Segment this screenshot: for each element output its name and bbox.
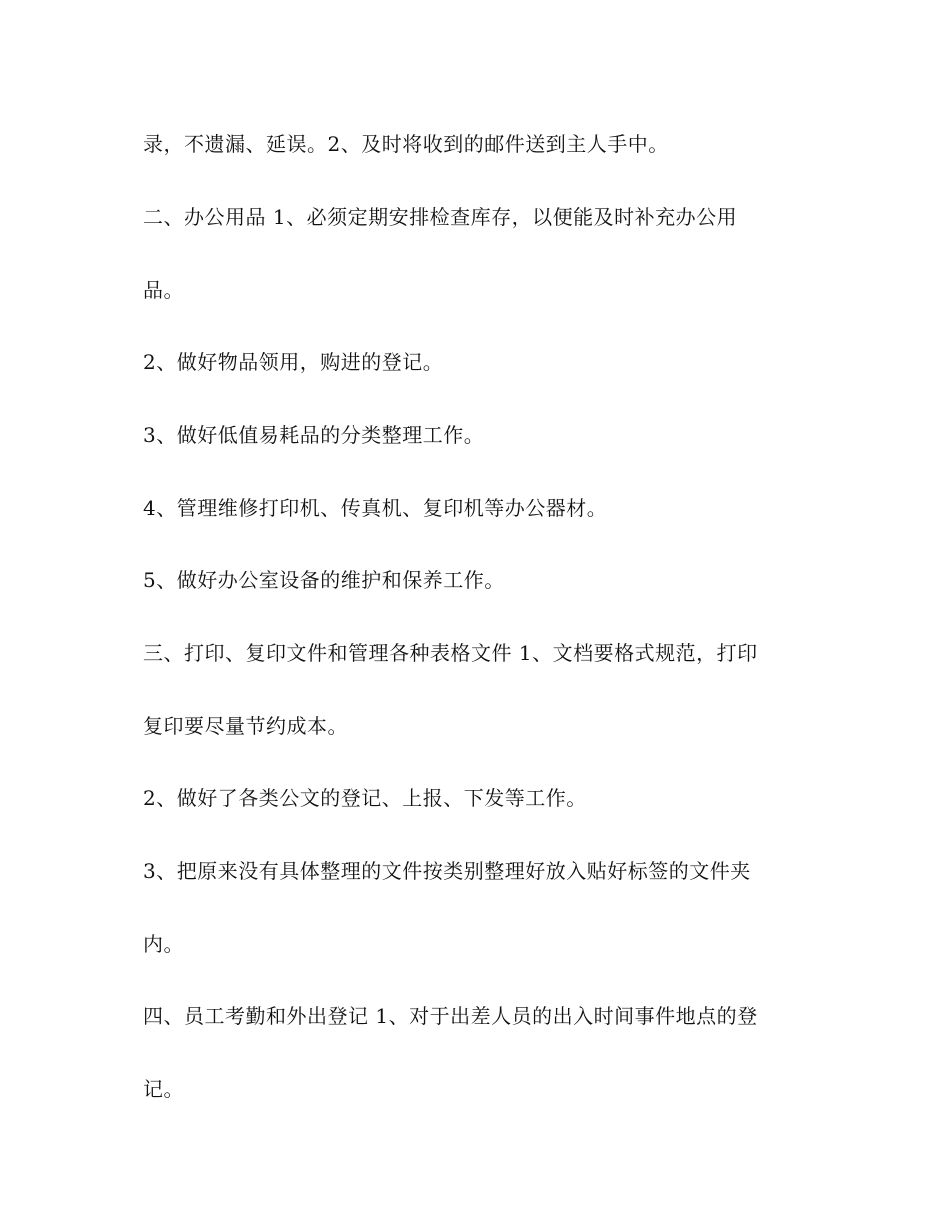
- text-line: 4、管理维修打印机、传真机、复印机等办公器材。: [143, 496, 608, 520]
- text-line: 二、办公用品 1、必须定期安排检查库存，以便能及时补充办公用: [143, 205, 738, 229]
- text-line: 品。: [143, 278, 184, 302]
- text-line: 四、员工考勤和外出登记 1、对于出差人员的出入时间事件地点的登: [143, 1004, 758, 1028]
- text-line: 录，不遗漏、延误。2、及时将收到的邮件送到主人手中。: [143, 132, 669, 156]
- text-line: 3、做好低值易耗品的分类整理工作。: [143, 423, 485, 447]
- text-line: 5、做好办公室设备的维护和保养工作。: [143, 568, 505, 592]
- text-line: 2、做好物品领用，购进的登记。: [143, 350, 444, 374]
- text-line: 三、打印、复印文件和管理各种表格文件 1、文档要格式规范，打印: [143, 641, 758, 665]
- text-line: 内。: [143, 932, 184, 956]
- text-line: 记。: [143, 1077, 184, 1101]
- text-line: 2、做好了各类公文的登记、上报、下发等工作。: [143, 786, 587, 810]
- text-line: 3、把原来没有具体整理的文件按类别整理好放入贴好标签的文件夹: [143, 859, 751, 883]
- text-line: 复印要尽量节约成本。: [143, 714, 348, 738]
